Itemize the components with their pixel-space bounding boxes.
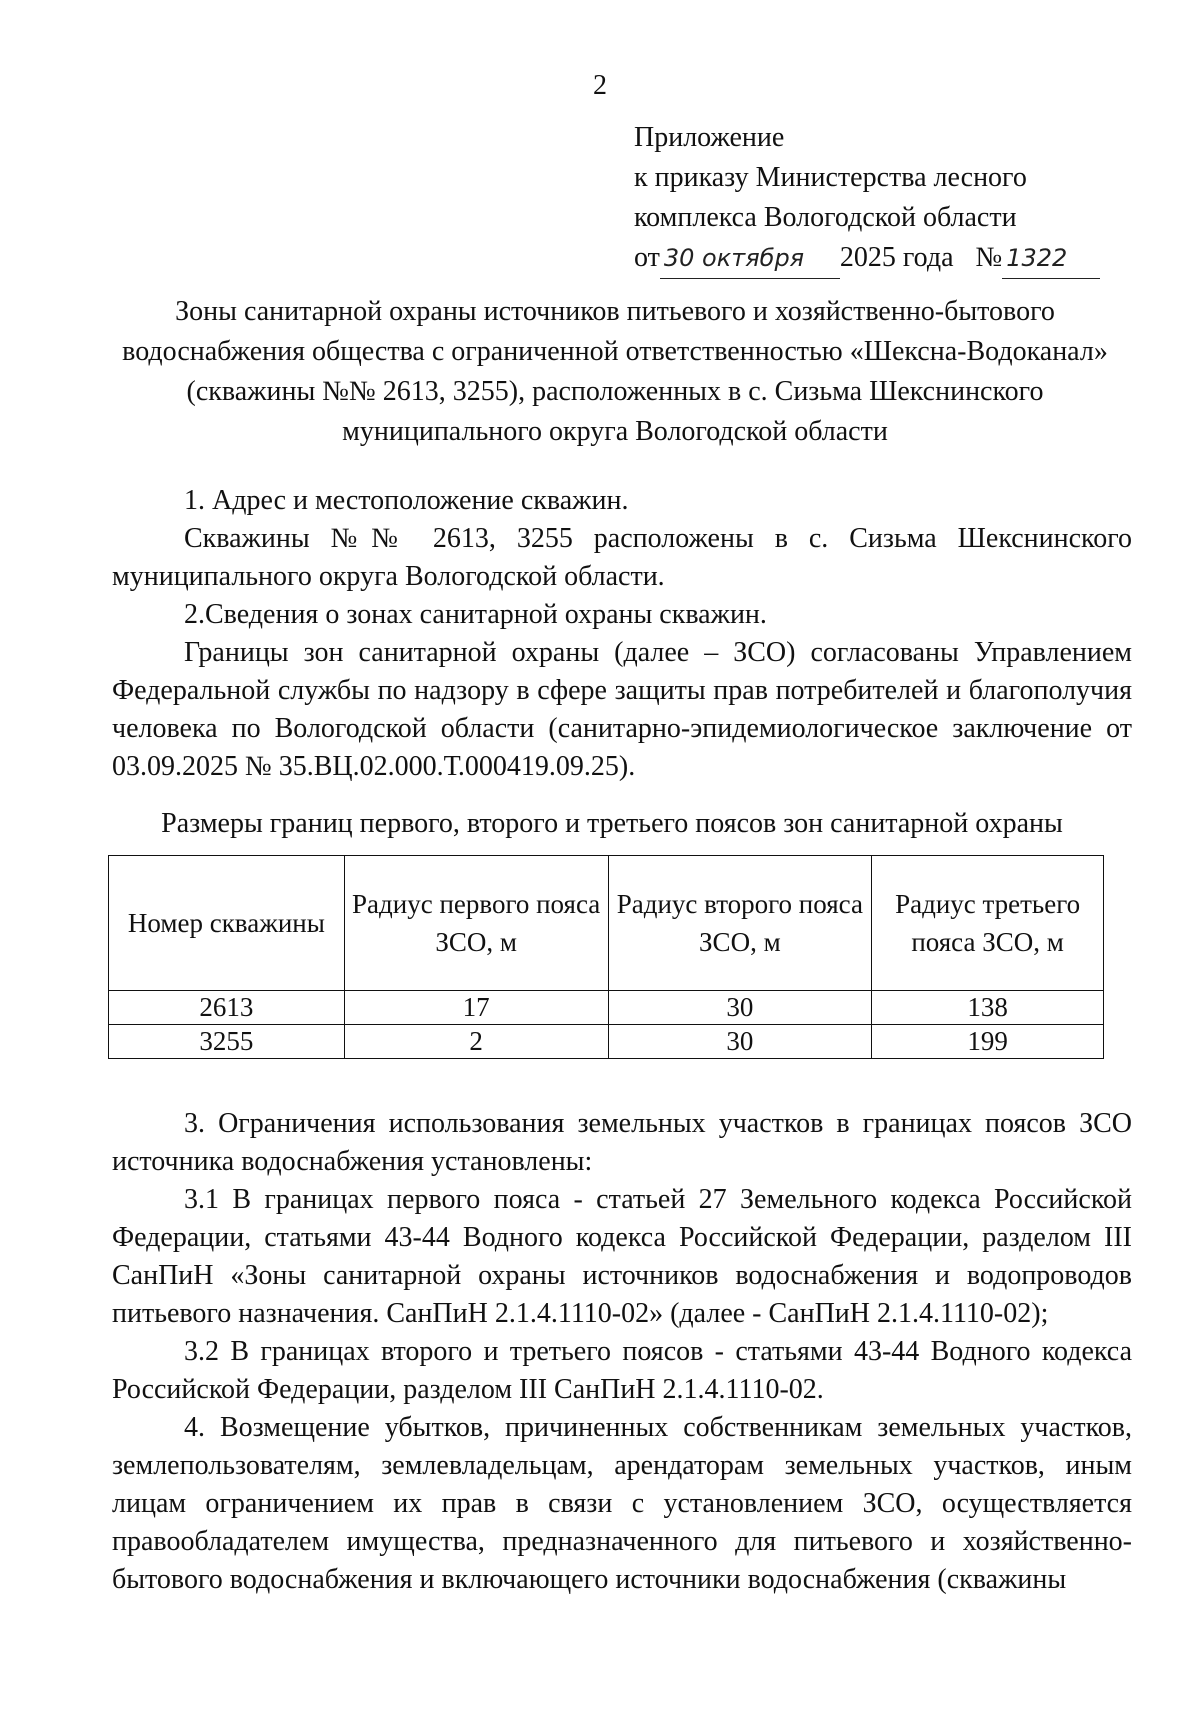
cell-radius-third: 138 <box>872 991 1104 1025</box>
sections-3-4 <box>112 1105 1132 1599</box>
appendix-block <box>634 118 1100 279</box>
zones-table <box>108 855 1104 1059</box>
cell-well-number: 3255 <box>109 1025 345 1059</box>
handwritten-number: 1322 <box>1002 238 1100 279</box>
sections-1-2 <box>112 482 1132 786</box>
cell-radius-second: 30 <box>608 991 872 1025</box>
appendix-title: Приложение <box>634 122 785 153</box>
section3-item1: 3.1 В границах первого пояса - статьей 27 Земельного кодекса Российской Федерации, статьями 43-44 Водного кодекса Российской Федерации, разделом III СанПиН «Зоны санитарной охраны источников водоснабжения и водопроводов питьевого назначения. СанПиН 2.1.4.1110-02» (далее - СанПиН 2.1.4.1110-02); <box>112 1184 1132 1329</box>
page-number: 2 <box>593 70 607 101</box>
section2-text: Границы зон санитарной охраны (далее – ЗСО) согласованы Управлением Федеральной службы по надзору в сфере защиты прав потребителей и благополучия человека по Вологодской области (санитарно-эпидемиологическое заключение от 03.09.2025 № 35.ВЦ.02.000.Т.000419.09.25). <box>112 637 1132 782</box>
header-radius-first: Радиус первого пояса ЗСО, м <box>344 856 608 991</box>
appendix-order-line: к приказу Министерства лесного <box>634 162 1027 193</box>
appendix-date-line <box>634 238 1100 279</box>
table-caption: Размеры границ первого, второго и третьего поясов зон санитарной охраны <box>161 808 1063 839</box>
table-row <box>109 991 1104 1025</box>
section4-text: 4. Возмещение убытков, причиненных собственникам земельных участков, землепользователям, землевладельцам, арендаторам земельных участков, иным лицам ограничением их прав в связи с установлением ЗСО, осуществляется правообладателем имущества, предназначенного для питьевого и хозяйственно-бытового водоснабжения и включающего источники водоснабжения (скважины <box>112 1412 1132 1595</box>
section1-text: Скважины №№ 2613, 3255 расположены в с. Сизьма Шекснинского муниципального округа Вологодской области. <box>112 523 1132 592</box>
title-line-3: (скважины №№ 2613, 3255), расположенных в с. Сизьма Шекснинского <box>186 376 1044 407</box>
section3-item2: 3.2 В границах второго и третьего поясов - статьями 43-44 Водного кодекса Российской Федерации, разделом III СанПиН 2.1.4.1110-02. <box>112 1336 1132 1405</box>
appendix-ministry-line: комплекса Вологодской области <box>634 202 1017 233</box>
section3-heading: 3. Ограничения использования земельных участков в границах поясов ЗСО источника водоснабжения установлены: <box>112 1108 1132 1177</box>
title-line-1: Зоны санитарной охраны источников питьевого и хозяйственно-бытового <box>175 296 1055 327</box>
title-line-4: муниципального округа Вологодской области <box>342 416 888 447</box>
number-prefix: № <box>975 242 1003 273</box>
cell-well-number: 2613 <box>109 991 345 1025</box>
date-prefix: от <box>634 242 660 273</box>
section1-heading: 1. Адрес и местоположение скважин. <box>184 485 629 516</box>
header-well-number: Номер скважины <box>109 856 345 991</box>
table-header-row <box>109 856 1104 991</box>
title-line-2: водоснабжения общества с ограниченной ответственностью «Шексна-Водоканал» <box>122 336 1108 367</box>
header-radius-second: Радиус второго пояса ЗСО, м <box>608 856 872 991</box>
document-title <box>100 292 1130 452</box>
header-radius-third: Радиус третьего пояса ЗСО, м <box>872 856 1104 991</box>
cell-radius-third: 199 <box>872 1025 1104 1059</box>
cell-radius-second: 30 <box>608 1025 872 1059</box>
cell-radius-first: 2 <box>344 1025 608 1059</box>
cell-radius-first: 17 <box>344 991 608 1025</box>
section2-heading: 2.Сведения о зонах санитарной охраны скважин. <box>184 599 767 630</box>
year-text: 2025 года <box>839 242 954 273</box>
handwritten-date: 30 октября <box>660 238 840 279</box>
table-row <box>109 1025 1104 1059</box>
